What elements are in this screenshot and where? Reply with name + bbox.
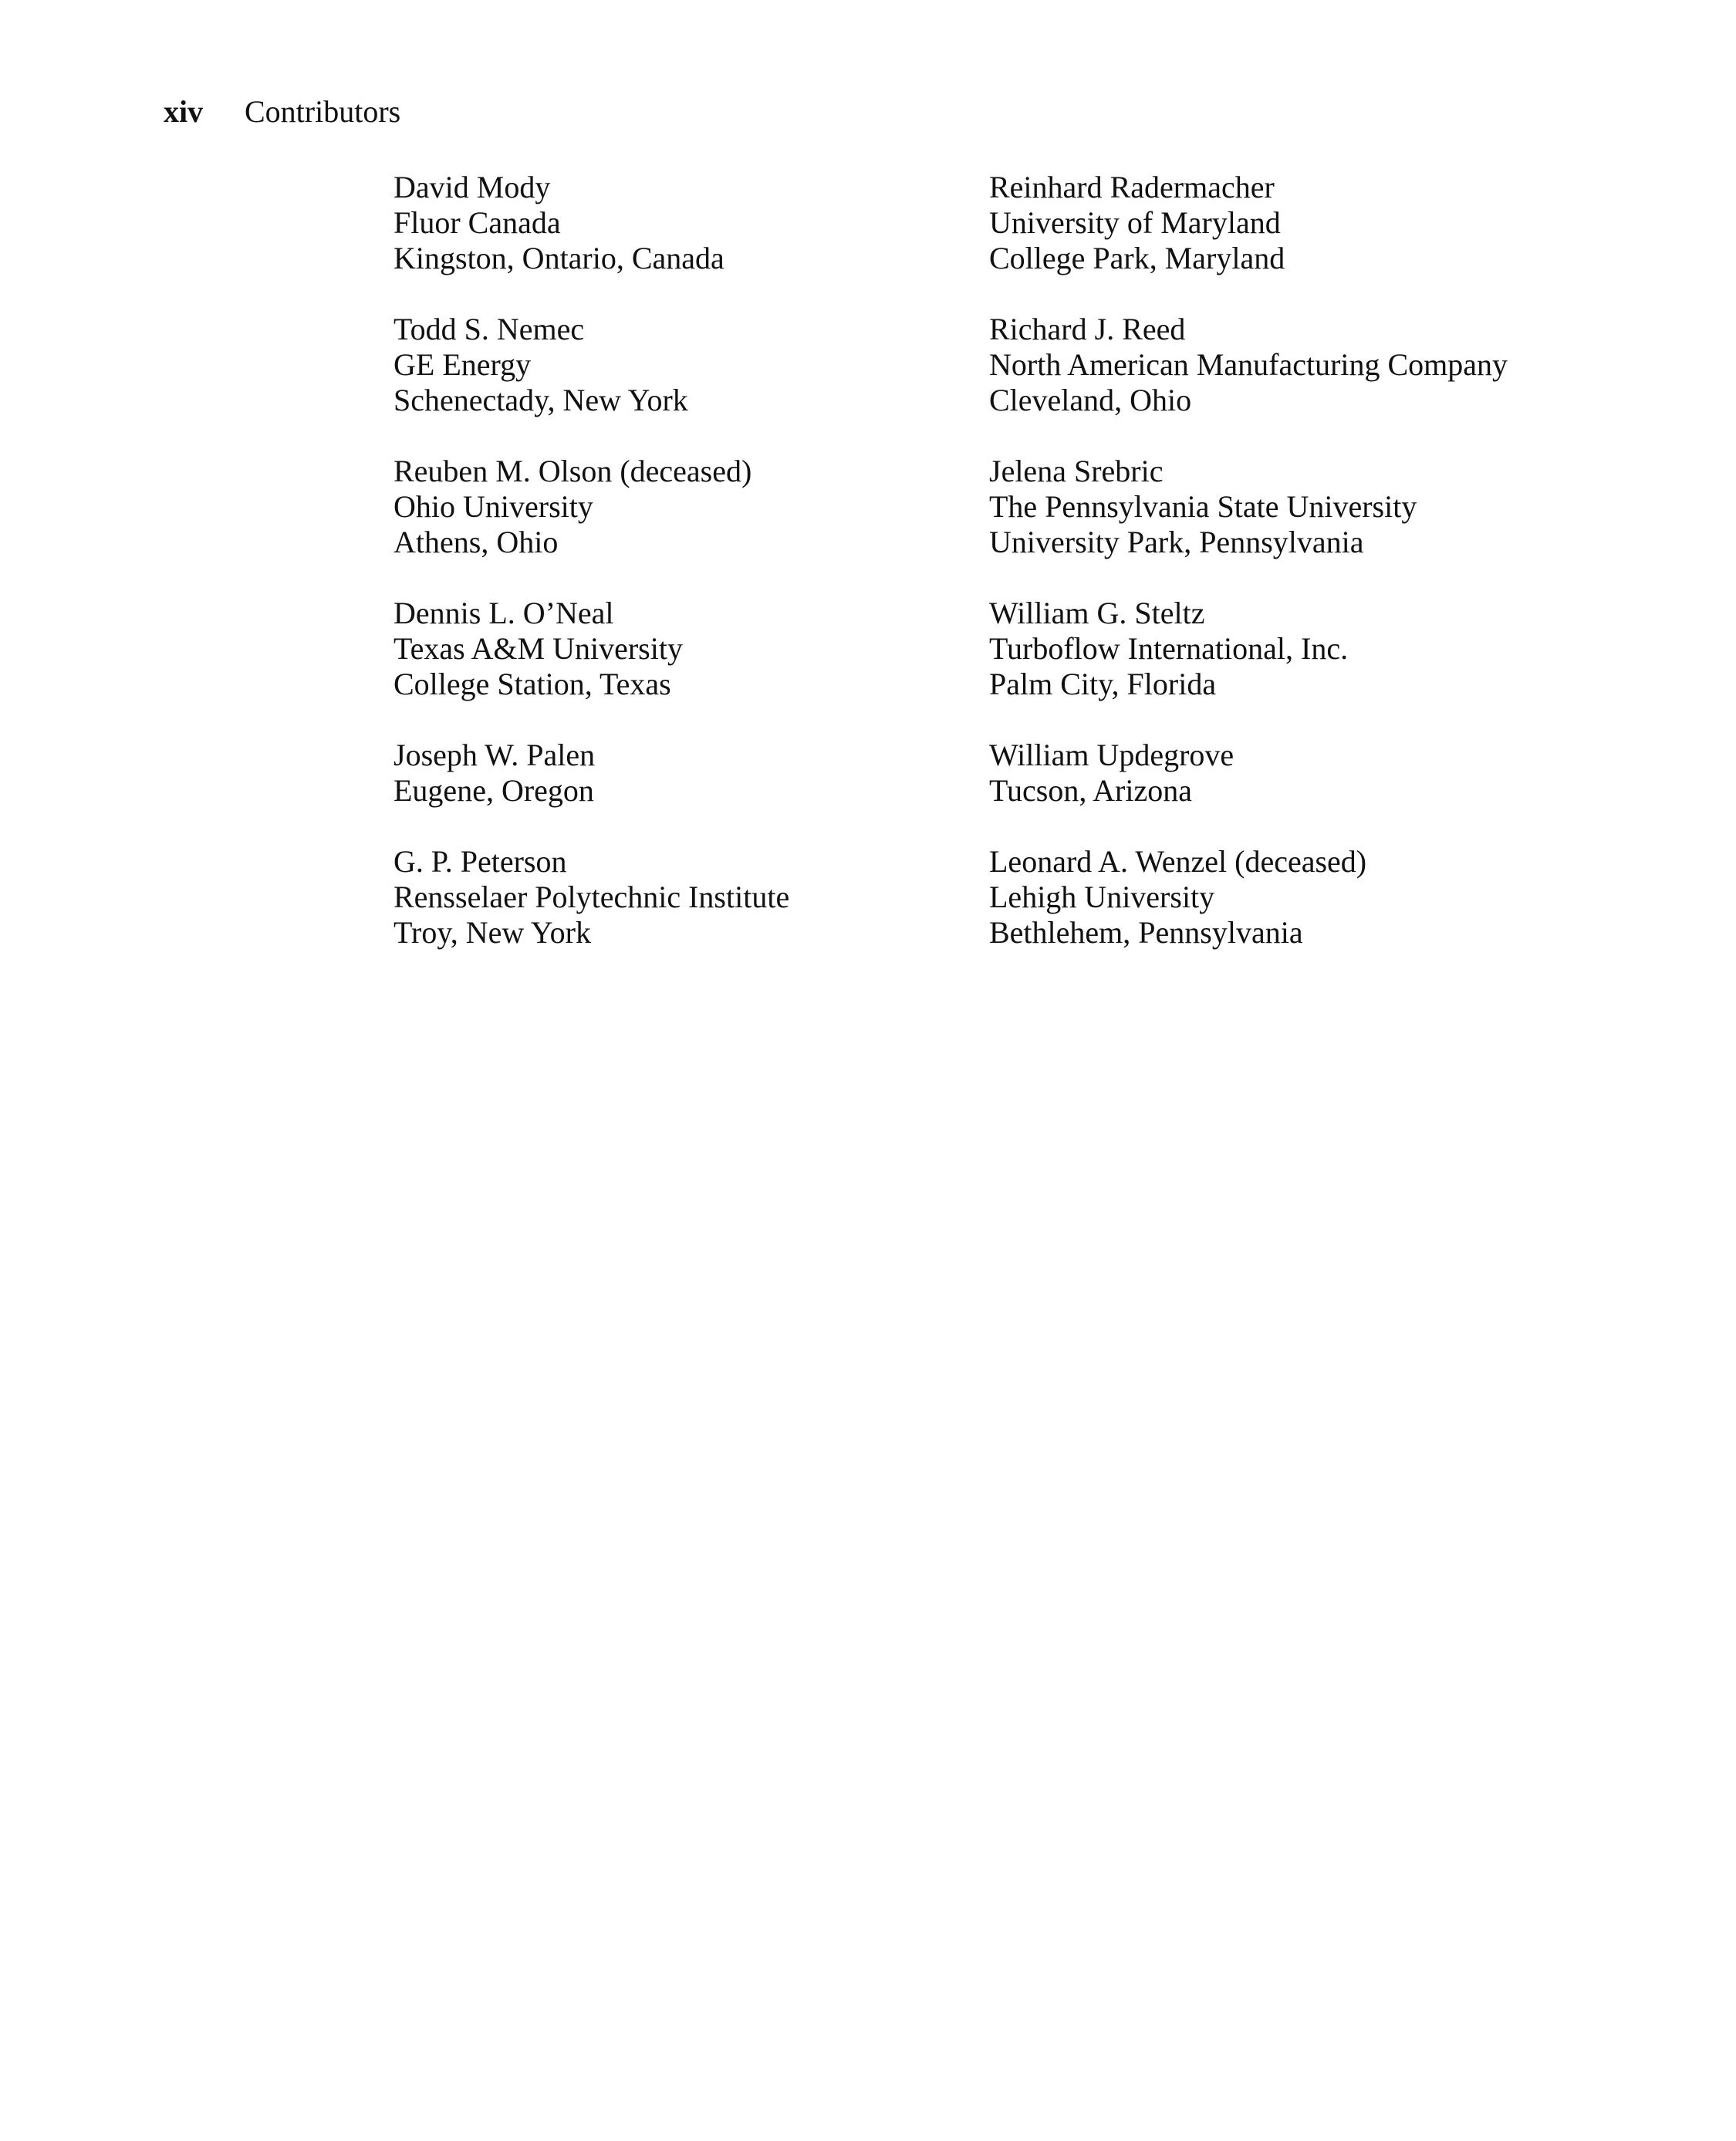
contributor-name: William Updegrove	[989, 738, 1234, 772]
contributor-location: Bethlehem, Pennsylvania	[989, 915, 1303, 950]
contributor-location: Tucson, Arizona	[989, 773, 1192, 808]
contributor-name: Reuben M. Olson (deceased)	[393, 454, 752, 488]
contributors-column-left	[393, 170, 949, 986]
contributor-location: Athens, Ohio	[393, 525, 559, 559]
contributor-affiliation: North American Manufacturing Company	[989, 347, 1508, 382]
contributor-entry	[393, 170, 949, 276]
running-title: Contributors	[245, 94, 401, 129]
contributor-name: Richard J. Reed	[989, 312, 1186, 346]
contributor-location: Schenectady, New York	[393, 383, 688, 417]
contributor-entry	[989, 844, 1684, 951]
contributor-affiliation: Rensselaer Polytechnic Institute	[393, 880, 790, 914]
contributor-affiliation: Lehigh University	[989, 880, 1215, 914]
contributor-entry	[393, 312, 949, 418]
contributor-name: Joseph W. Palen	[393, 738, 596, 772]
page-header	[164, 96, 400, 127]
contributor-location: Eugene, Oregon	[393, 773, 594, 808]
contributor-affiliation: Fluor Canada	[393, 205, 561, 240]
contributor-name: David Mody	[393, 170, 551, 204]
contributor-affiliation: The Pennsylvania State University	[989, 489, 1417, 524]
contributor-name: William G. Steltz	[989, 596, 1205, 630]
contributor-location: College Park, Maryland	[989, 241, 1285, 275]
contributor-entry	[393, 738, 949, 809]
contributor-name: Todd S. Nemec	[393, 312, 585, 346]
contributor-affiliation: GE Energy	[393, 347, 532, 382]
contributor-entry	[393, 596, 949, 702]
contributor-affiliation: Ohio University	[393, 489, 593, 524]
contributor-entry	[393, 844, 949, 951]
contributor-location: College Station, Texas	[393, 667, 671, 701]
contributor-entry	[989, 312, 1684, 418]
contributor-name: Jelena Srebric	[989, 454, 1164, 488]
contributor-name: Dennis L. O’Neal	[393, 596, 614, 630]
contributor-affiliation: University of Maryland	[989, 205, 1281, 240]
contributor-entry	[393, 454, 949, 560]
contributor-location: Cleveland, Ohio	[989, 383, 1192, 417]
contributor-entry	[989, 170, 1684, 276]
contributor-location: Kingston, Ontario, Canada	[393, 241, 724, 275]
contributor-affiliation: Texas A&M University	[393, 631, 683, 666]
contributor-name: G. P. Peterson	[393, 844, 567, 879]
contributor-entry	[989, 738, 1684, 809]
contributor-name: Reinhard Radermacher	[989, 170, 1275, 204]
contributor-location: Troy, New York	[393, 915, 591, 950]
contributor-entry	[989, 454, 1684, 560]
contributor-location: Palm City, Florida	[989, 667, 1217, 701]
contributor-entry	[989, 596, 1684, 702]
contributor-name: Leonard A. Wenzel (deceased)	[989, 844, 1367, 879]
page-number: xiv	[164, 94, 204, 129]
contributors-column-right	[989, 170, 1684, 986]
contributor-location: University Park, Pennsylvania	[989, 525, 1364, 559]
contributor-affiliation: Turboflow International, Inc.	[989, 631, 1349, 666]
